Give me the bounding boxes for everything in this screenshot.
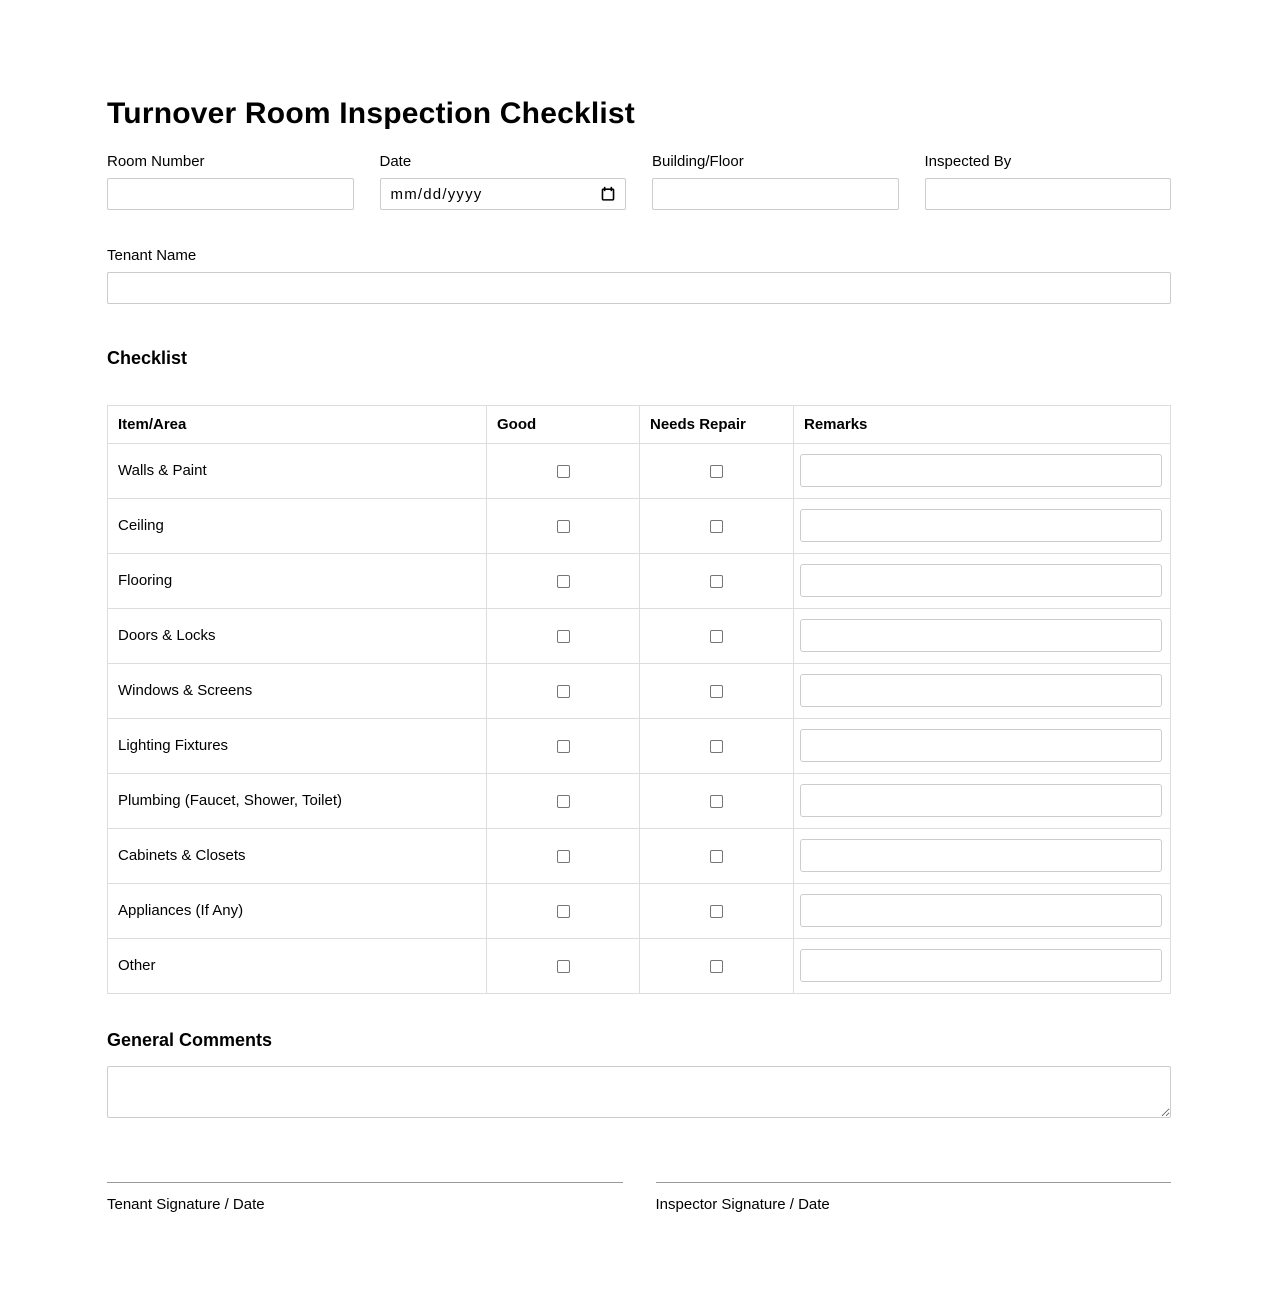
item-area-label: Doors & Locks (108, 608, 487, 663)
remarks-cell (794, 828, 1171, 883)
good-checkbox[interactable] (557, 575, 570, 588)
inspected-by-field-group (925, 153, 1172, 210)
date-field-group (380, 153, 627, 210)
signatures-row (107, 1182, 1171, 1213)
general-comments-textarea[interactable] (107, 1066, 1171, 1118)
remarks-input[interactable] (800, 674, 1162, 707)
checklist-row (108, 663, 1171, 718)
item-area-label: Windows & Screens (108, 663, 487, 718)
good-cell (487, 498, 640, 553)
good-checkbox[interactable] (557, 630, 570, 643)
remarks-input[interactable] (800, 454, 1162, 487)
remarks-input[interactable] (800, 949, 1162, 982)
needs-repair-cell (640, 828, 794, 883)
remarks-cell (794, 773, 1171, 828)
good-checkbox[interactable] (557, 905, 570, 918)
needs-repair-checkbox[interactable] (710, 465, 723, 478)
good-cell (487, 443, 640, 498)
room-number-input[interactable] (107, 178, 354, 210)
checklist-header-row (108, 405, 1171, 443)
checklist-row (108, 938, 1171, 993)
checklist-heading: Checklist (107, 348, 188, 368)
building-floor-input[interactable] (652, 178, 899, 210)
date-placeholder: mm/dd/yyyy (390, 185, 483, 203)
checklist-row (108, 828, 1171, 883)
building-floor-field-group (652, 153, 899, 210)
remarks-input[interactable] (800, 509, 1162, 542)
remarks-input[interactable] (800, 619, 1162, 652)
needs-repair-checkbox[interactable] (710, 575, 723, 588)
checklist-row (108, 498, 1171, 553)
needs-repair-cell (640, 498, 794, 553)
item-area-label: Plumbing (Faucet, Shower, Toilet) (108, 773, 487, 828)
good-cell (487, 553, 640, 608)
item-area-label: Lighting Fixtures (108, 718, 487, 773)
remarks-cell (794, 498, 1171, 553)
item-area-label: Flooring (108, 553, 487, 608)
remarks-cell (794, 608, 1171, 663)
good-checkbox[interactable] (557, 520, 570, 533)
remarks-input[interactable] (800, 729, 1162, 762)
building-floor-label: Building/Floor (652, 153, 744, 170)
room-number-label: Room Number (107, 153, 205, 170)
remarks-input[interactable] (800, 564, 1162, 597)
needs-repair-cell (640, 938, 794, 993)
needs-repair-cell (640, 773, 794, 828)
checklist-row (108, 883, 1171, 938)
needs-repair-checkbox[interactable] (710, 630, 723, 643)
needs-repair-checkbox[interactable] (710, 520, 723, 533)
good-cell (487, 608, 640, 663)
date-input[interactable] (380, 178, 627, 210)
needs-repair-cell (640, 718, 794, 773)
item-area-label: Appliances (If Any) (108, 883, 487, 938)
good-checkbox[interactable] (557, 465, 570, 478)
room-number-field-group (107, 153, 354, 210)
needs-repair-checkbox[interactable] (710, 960, 723, 973)
remarks-input[interactable] (800, 784, 1162, 817)
inspector-signature-label: Inspector Signature / Date (655, 1196, 830, 1214)
good-cell (487, 773, 640, 828)
inspector-signature-block[interactable] (656, 1182, 1172, 1213)
good-cell (487, 718, 640, 773)
item-area-label: Other (108, 938, 487, 993)
needs-repair-cell (640, 663, 794, 718)
needs-repair-cell (640, 608, 794, 663)
remarks-input[interactable] (800, 839, 1162, 872)
tenant-name-label: Tenant Name (107, 247, 197, 264)
checklist-row (108, 773, 1171, 828)
tenant-name-input[interactable] (107, 272, 1171, 304)
needs-repair-checkbox[interactable] (710, 685, 723, 698)
column-header-good: Good (487, 405, 640, 443)
needs-repair-checkbox[interactable] (710, 850, 723, 863)
general-comments-heading: General Comments (107, 1029, 273, 1050)
good-checkbox[interactable] (557, 795, 570, 808)
good-checkbox[interactable] (557, 685, 570, 698)
item-area-label: Walls & Paint (108, 443, 487, 498)
good-checkbox[interactable] (557, 960, 570, 973)
remarks-cell (794, 883, 1171, 938)
column-header-remarks: Remarks (794, 405, 1171, 443)
top-fields-row (107, 153, 1171, 210)
calendar-icon[interactable] (600, 186, 616, 202)
good-checkbox[interactable] (557, 850, 570, 863)
checklist-row (108, 718, 1171, 773)
needs-repair-checkbox[interactable] (710, 795, 723, 808)
needs-repair-cell (640, 883, 794, 938)
page-title: Turnover Room Inspection Checklist (107, 97, 635, 130)
remarks-cell (794, 663, 1171, 718)
inspected-by-label: Inspected By (924, 153, 1012, 170)
tenant-signature-block[interactable] (107, 1182, 623, 1213)
column-header-item-area: Item/Area (108, 405, 487, 443)
good-cell (487, 828, 640, 883)
good-checkbox[interactable] (557, 740, 570, 753)
checklist-row (108, 553, 1171, 608)
remarks-cell (794, 938, 1171, 993)
remarks-cell (794, 718, 1171, 773)
checklist-row (108, 608, 1171, 663)
needs-repair-cell (640, 553, 794, 608)
item-area-label: Ceiling (108, 498, 487, 553)
remarks-cell (794, 443, 1171, 498)
item-area-label: Cabinets & Closets (108, 828, 487, 883)
good-cell (487, 938, 640, 993)
good-cell (487, 883, 640, 938)
needs-repair-cell (640, 443, 794, 498)
date-label: Date (379, 153, 412, 170)
tenant-name-field-group (107, 247, 1171, 304)
checklist-table (107, 405, 1171, 994)
good-cell (487, 663, 640, 718)
remarks-cell (794, 553, 1171, 608)
needs-repair-checkbox[interactable] (710, 905, 723, 918)
checklist-row (108, 443, 1171, 498)
remarks-input[interactable] (800, 894, 1162, 927)
inspection-form (107, 0, 1171, 1313)
tenant-signature-label: Tenant Signature / Date (107, 1196, 265, 1214)
needs-repair-checkbox[interactable] (710, 740, 723, 753)
column-header-needs-repair: Needs Repair (640, 405, 794, 443)
inspected-by-input[interactable] (925, 178, 1172, 210)
